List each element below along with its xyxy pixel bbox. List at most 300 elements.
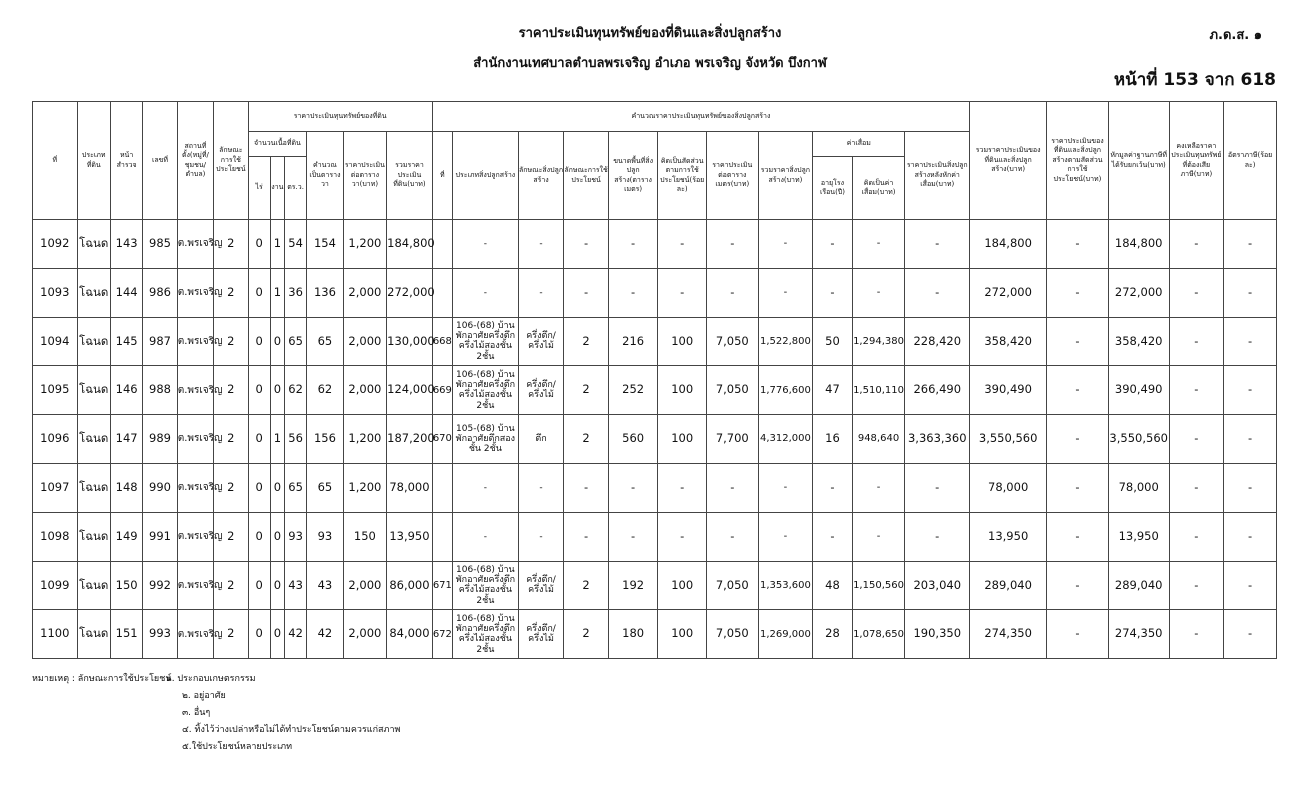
cell-tax-rate: - xyxy=(1224,512,1277,561)
cell-usage: 2 xyxy=(214,512,248,561)
cell-rai: 0 xyxy=(248,220,270,269)
cell-b-size: 560 xyxy=(608,415,658,464)
cell-b-type: - xyxy=(452,220,518,269)
cell-location: ต.พรเจริญ xyxy=(177,415,213,464)
page-number: หน้าที่ 153 จาก 618 xyxy=(1113,70,1276,90)
cell-b-dep: 1,150,560 xyxy=(852,561,905,610)
group-depreciation: ค่าเสื่อม xyxy=(813,132,905,157)
col-location: สถานที่ตั้ง(หมู่ที่/ชุมชน/ตำบล) xyxy=(177,102,213,220)
cell-share-value: - xyxy=(1047,512,1109,561)
cell-b-size: 216 xyxy=(608,317,658,366)
cell-b-no xyxy=(432,220,452,269)
cell-land-total: 86,000 xyxy=(387,561,433,610)
cell-b-type: 106-(68) บ้านพักอาศัยครึ่งตึกครึ่งไม้สองชั้น 2ชั้น xyxy=(452,610,518,659)
cell-b-percent: 100 xyxy=(658,366,707,415)
cell-b-usage: 2 xyxy=(564,610,609,659)
cell-no: 1098 xyxy=(33,512,78,561)
cell-b-age: 48 xyxy=(813,561,852,610)
note-item: ๔. ทิ้งไว้ว่างเปล่าหรือไม่ได้ทำประโยชน์ตามควรแก่สภาพ xyxy=(182,725,401,735)
cell-number: 987 xyxy=(143,317,177,366)
col-building-total: รวมราคาสิ่งปลูกสร้าง(บาท) xyxy=(758,132,813,220)
cell-share-value: - xyxy=(1047,268,1109,317)
col-taxable: คงเหลือราคาประเมินทุนทรัพย์ที่ต้องเสียภาษี(บาท) xyxy=(1169,102,1224,220)
cell-deduction: 184,800 xyxy=(1108,220,1169,269)
cell-number: 989 xyxy=(143,415,177,464)
cell-taxable: - xyxy=(1169,317,1224,366)
cell-b-kind: - xyxy=(518,512,564,561)
cell-tax-rate: - xyxy=(1224,268,1277,317)
col-number: เลขที่ xyxy=(143,102,177,220)
cell-b-kind: - xyxy=(518,268,564,317)
table-row xyxy=(33,317,1277,366)
cell-b-age: - xyxy=(813,512,852,561)
cell-b-after: 203,040 xyxy=(905,561,970,610)
cell-b-size: 180 xyxy=(608,610,658,659)
cell-land-type: โฉนด xyxy=(77,220,110,269)
cell-wah: 36 xyxy=(284,268,306,317)
cell-grand-total: 184,800 xyxy=(970,220,1047,269)
cell-taxable: - xyxy=(1169,561,1224,610)
cell-taxable: - xyxy=(1169,268,1224,317)
cell-grand-total: 274,350 xyxy=(970,610,1047,659)
cell-no: 1093 xyxy=(33,268,78,317)
cell-b-usage: - xyxy=(564,268,609,317)
col-usage: ลักษณะการใช้ประโยชน์ xyxy=(214,102,248,220)
col-wah: ตร.ว. xyxy=(284,157,306,220)
cell-page: 151 xyxy=(110,610,142,659)
cell-land-type: โฉนด xyxy=(77,610,110,659)
cell-b-after: - xyxy=(905,512,970,561)
cell-b-size: - xyxy=(608,463,658,512)
cell-usage: 2 xyxy=(214,610,248,659)
cell-b-size: - xyxy=(608,220,658,269)
cell-b-no: 670 xyxy=(432,415,452,464)
col-deduction: หักมูลค่าฐานภาษีที่ได้รับยกเว้น(บาท) xyxy=(1108,102,1169,220)
cell-grand-total: 358,420 xyxy=(970,317,1047,366)
table-row xyxy=(33,415,1277,464)
cell-taxable: - xyxy=(1169,415,1224,464)
cell-b-kind: ครึ่งตึก/ครึ่งไม้ xyxy=(518,317,564,366)
cell-b-age: 47 xyxy=(813,366,852,415)
col-land-total: รวมราคาประเมินที่ดิน(บาท) xyxy=(387,132,433,220)
note-item: ๑. ประกอบเกษตรกรรม xyxy=(166,674,256,684)
cell-grand-total: 3,550,560 xyxy=(970,415,1047,464)
cell-wah: 65 xyxy=(284,463,306,512)
cell-no: 1094 xyxy=(33,317,78,366)
cell-b-age: - xyxy=(813,463,852,512)
cell-b-dep: 1,510,110 xyxy=(852,366,905,415)
cell-b-usage: 2 xyxy=(564,317,609,366)
cell-deduction: 3,550,560 xyxy=(1108,415,1169,464)
cell-b-no xyxy=(432,512,452,561)
cell-usage: 2 xyxy=(214,415,248,464)
cell-wah: 62 xyxy=(284,366,306,415)
cell-b-percent: - xyxy=(658,268,707,317)
cell-price-per-wah: 2,000 xyxy=(343,610,387,659)
cell-b-type: - xyxy=(452,512,518,561)
cell-grand-total: 13,950 xyxy=(970,512,1047,561)
cell-b-no xyxy=(432,268,452,317)
cell-b-total: - xyxy=(758,463,813,512)
cell-usage: 2 xyxy=(214,317,248,366)
cell-price-per-wah: 1,200 xyxy=(343,463,387,512)
cell-ngan: 0 xyxy=(270,610,284,659)
cell-grand-total: 78,000 xyxy=(970,463,1047,512)
col-building-no: ที่ xyxy=(432,132,452,220)
cell-usage: 2 xyxy=(214,268,248,317)
cell-b-type: - xyxy=(452,463,518,512)
cell-b-after: 266,490 xyxy=(905,366,970,415)
cell-b-kind: ครึ่งตึก/ครึ่งไม้ xyxy=(518,366,564,415)
cell-page: 147 xyxy=(110,415,142,464)
cell-number: 990 xyxy=(143,463,177,512)
cell-b-price-sqm: - xyxy=(706,220,758,269)
cell-wah: 43 xyxy=(284,561,306,610)
cell-land-type: โฉนด xyxy=(77,415,110,464)
cell-b-size: - xyxy=(608,268,658,317)
cell-b-type: 106-(68) บ้านพักอาศัยครึ่งตึกครึ่งไม้สองชั้น 2ชั้น xyxy=(452,561,518,610)
cell-b-percent: - xyxy=(658,512,707,561)
cell-b-price-sqm: 7,700 xyxy=(706,415,758,464)
cell-tax-rate: - xyxy=(1224,220,1277,269)
cell-b-age: 28 xyxy=(813,610,852,659)
col-building-dep: คิดเป็นค่าเสื่อม(บาท) xyxy=(852,157,905,220)
cell-b-dep: - xyxy=(852,220,905,269)
cell-ngan: 1 xyxy=(270,268,284,317)
col-no: ที่ xyxy=(33,102,78,220)
cell-b-no: 672 xyxy=(432,610,452,659)
cell-land-type: โฉนด xyxy=(77,317,110,366)
col-building-price-sqm: ราคาประเมินต่อตารางเมตร(บาท) xyxy=(706,132,758,220)
col-building-percent: คิดเป็นสัดส่วนตามการใช้ประโยชน์(ร้อยละ) xyxy=(658,132,707,220)
table-row xyxy=(33,463,1277,512)
cell-b-price-sqm: - xyxy=(706,463,758,512)
cell-taxable: - xyxy=(1169,463,1224,512)
cell-b-usage: 2 xyxy=(564,415,609,464)
cell-b-size: 252 xyxy=(608,366,658,415)
cell-ngan: 0 xyxy=(270,561,284,610)
form-code: ภ.ด.ส. ๑ xyxy=(1209,28,1262,43)
cell-b-no: 671 xyxy=(432,561,452,610)
cell-b-kind: ตึก xyxy=(518,415,564,464)
cell-b-age: - xyxy=(813,268,852,317)
cell-tax-rate: - xyxy=(1224,463,1277,512)
table-row xyxy=(33,610,1277,659)
cell-b-percent: - xyxy=(658,463,707,512)
cell-share-value: - xyxy=(1047,415,1109,464)
cell-page: 148 xyxy=(110,463,142,512)
cell-land-total: 124,000 xyxy=(387,366,433,415)
col-ngan: งาน xyxy=(270,157,284,220)
col-rai: ไร่ xyxy=(248,157,270,220)
cell-wah: 56 xyxy=(284,415,306,464)
cell-b-type: 105-(68) บ้านพักอาศัยตึกสองชั้น 2ชั้น xyxy=(452,415,518,464)
cell-ngan: 1 xyxy=(270,220,284,269)
cell-no: 1099 xyxy=(33,561,78,610)
cell-share-value: - xyxy=(1047,220,1109,269)
cell-price-per-wah: 150 xyxy=(343,512,387,561)
cell-b-dep: - xyxy=(852,268,905,317)
cell-b-no: 668 xyxy=(432,317,452,366)
cell-b-usage: 2 xyxy=(564,561,609,610)
cell-number: 993 xyxy=(143,610,177,659)
page-title: ราคาประเมินทุนทรัพย์ของที่ดินและสิ่งปลูกสร้าง xyxy=(518,26,782,41)
cell-ngan: 0 xyxy=(270,463,284,512)
cell-usage: 2 xyxy=(214,220,248,269)
cell-b-price-sqm: 7,050 xyxy=(706,317,758,366)
cell-wah: 42 xyxy=(284,610,306,659)
cell-b-age: 50 xyxy=(813,317,852,366)
cell-land-type: โฉนด xyxy=(77,561,110,610)
cell-b-usage: - xyxy=(564,220,609,269)
page-subtitle: สำนักงานเทศบาลตำบลพรเจริญ อำเภอ พรเจริญ จังหวัด บึงกาฬ xyxy=(473,56,827,71)
cell-deduction: 78,000 xyxy=(1108,463,1169,512)
cell-taxable: - xyxy=(1169,610,1224,659)
cell-b-price-sqm: - xyxy=(706,268,758,317)
cell-share-value: - xyxy=(1047,317,1109,366)
cell-deduction: 274,350 xyxy=(1108,610,1169,659)
group-area: จำนวนเนื้อที่ดิน xyxy=(248,132,307,157)
table-body xyxy=(33,220,1277,659)
cell-price-per-wah: 1,200 xyxy=(343,415,387,464)
cell-b-total: 4,312,000 xyxy=(758,415,813,464)
cell-grand-total: 272,000 xyxy=(970,268,1047,317)
cell-location: ต.พรเจริญ xyxy=(177,220,213,269)
col-share-value: ราคาประเมินของที่ดินและสิ่งปลูกสร้างตามสัดส่วนการใช้ประโยชน์(บาท) xyxy=(1047,102,1109,220)
cell-no: 1097 xyxy=(33,463,78,512)
cell-ngan: 0 xyxy=(270,317,284,366)
cell-b-dep: - xyxy=(852,512,905,561)
cell-page: 149 xyxy=(110,512,142,561)
cell-b-after: - xyxy=(905,463,970,512)
cell-calc-wah: 93 xyxy=(307,512,343,561)
cell-wah: 65 xyxy=(284,317,306,366)
cell-calc-wah: 42 xyxy=(307,610,343,659)
cell-land-total: 272,000 xyxy=(387,268,433,317)
cell-price-per-wah: 2,000 xyxy=(343,268,387,317)
cell-tax-rate: - xyxy=(1224,415,1277,464)
cell-b-total: - xyxy=(758,512,813,561)
cell-b-usage: - xyxy=(564,463,609,512)
cell-land-type: โฉนด xyxy=(77,512,110,561)
cell-usage: 2 xyxy=(214,366,248,415)
cell-rai: 0 xyxy=(248,366,270,415)
cell-b-kind: ครึ่งตึก/ครึ่งไม้ xyxy=(518,610,564,659)
cell-b-percent: - xyxy=(658,220,707,269)
group-building: คำนวณราคาประเมินทุนทรัพย์ของสิ่งปลูกสร้าง xyxy=(432,102,969,132)
cell-b-price-sqm: 7,050 xyxy=(706,366,758,415)
cell-deduction: 272,000 xyxy=(1108,268,1169,317)
cell-b-size: 192 xyxy=(608,561,658,610)
cell-b-age: - xyxy=(813,220,852,269)
cell-grand-total: 390,490 xyxy=(970,366,1047,415)
col-building-usage: ลักษณะการใช้ประโยชน์ xyxy=(564,132,609,220)
cell-b-kind: - xyxy=(518,463,564,512)
cell-no: 1100 xyxy=(33,610,78,659)
cell-land-type: โฉนด xyxy=(77,463,110,512)
cell-b-kind: - xyxy=(518,220,564,269)
note-item: ๒. อยู่อาศัย xyxy=(182,691,226,701)
cell-b-usage: - xyxy=(564,512,609,561)
table-row xyxy=(33,561,1277,610)
cell-number: 988 xyxy=(143,366,177,415)
cell-deduction: 13,950 xyxy=(1108,512,1169,561)
cell-page: 145 xyxy=(110,317,142,366)
cell-b-price-sqm: 7,050 xyxy=(706,610,758,659)
cell-share-value: - xyxy=(1047,561,1109,610)
cell-b-dep: 948,640 xyxy=(852,415,905,464)
cell-page: 146 xyxy=(110,366,142,415)
cell-b-percent: 100 xyxy=(658,317,707,366)
cell-location: ต.พรเจริญ xyxy=(177,317,213,366)
cell-b-price-sqm: - xyxy=(706,512,758,561)
note-item: ๕.ใช้ประโยชน์หลายประเภท xyxy=(182,742,293,752)
cell-no: 1095 xyxy=(33,366,78,415)
cell-rai: 0 xyxy=(248,512,270,561)
cell-b-type: 106-(68) บ้านพักอาศัยครึ่งตึกครึ่งไม้สองชั้น 2ชั้น xyxy=(452,366,518,415)
cell-b-dep: 1,294,380 xyxy=(852,317,905,366)
cell-usage: 2 xyxy=(214,463,248,512)
cell-calc-wah: 43 xyxy=(307,561,343,610)
col-grand-total: รวมราคาประเมินของที่ดินและสิ่งปลูกสร้าง(บาท) xyxy=(970,102,1047,220)
cell-b-no: 669 xyxy=(432,366,452,415)
cell-calc-wah: 65 xyxy=(307,317,343,366)
cell-b-total: - xyxy=(758,268,813,317)
cell-b-after: - xyxy=(905,268,970,317)
cell-location: ต.พรเจริญ xyxy=(177,561,213,610)
cell-page: 143 xyxy=(110,220,142,269)
cell-b-usage: 2 xyxy=(564,366,609,415)
cell-price-per-wah: 1,200 xyxy=(343,220,387,269)
cell-number: 986 xyxy=(143,268,177,317)
cell-no: 1096 xyxy=(33,415,78,464)
cell-price-per-wah: 2,000 xyxy=(343,317,387,366)
cell-share-value: - xyxy=(1047,366,1109,415)
cell-taxable: - xyxy=(1169,512,1224,561)
col-page: หน้าสำรวจ xyxy=(110,102,142,220)
cell-page: 144 xyxy=(110,268,142,317)
cell-b-no xyxy=(432,463,452,512)
cell-b-total: 1,776,600 xyxy=(758,366,813,415)
cell-rai: 0 xyxy=(248,561,270,610)
cell-price-per-wah: 2,000 xyxy=(343,561,387,610)
cell-number: 991 xyxy=(143,512,177,561)
cell-rai: 0 xyxy=(248,317,270,366)
col-price-per-wah: ราคาประเมินต่อตารางวา(บาท) xyxy=(343,132,387,220)
col-land-type: ประเภทที่ดิน xyxy=(77,102,110,220)
cell-land-type: โฉนด xyxy=(77,268,110,317)
cell-rai: 0 xyxy=(248,415,270,464)
cell-b-total: 1,353,600 xyxy=(758,561,813,610)
cell-share-value: - xyxy=(1047,463,1109,512)
notes-label: หมายเหตุ : ลักษณะการใช้ประโยชน์ xyxy=(32,674,172,684)
cell-b-kind: ครึ่งตึก/ครึ่งไม้ xyxy=(518,561,564,610)
col-building-type: ประเภทสิ่งปลูกสร้าง xyxy=(452,132,518,220)
cell-deduction: 390,490 xyxy=(1108,366,1169,415)
cell-location: ต.พรเจริญ xyxy=(177,463,213,512)
cell-b-dep: 1,078,650 xyxy=(852,610,905,659)
cell-page: 150 xyxy=(110,561,142,610)
cell-b-percent: 100 xyxy=(658,610,707,659)
cell-location: ต.พรเจริญ xyxy=(177,268,213,317)
cell-no: 1092 xyxy=(33,220,78,269)
cell-usage: 2 xyxy=(214,561,248,610)
col-tax-rate: อัตราภาษี(ร้อยละ) xyxy=(1224,102,1277,220)
table-row xyxy=(33,220,1277,269)
cell-calc-wah: 62 xyxy=(307,366,343,415)
assessment-table xyxy=(32,101,1277,659)
cell-b-total: - xyxy=(758,220,813,269)
cell-b-after: - xyxy=(905,220,970,269)
cell-number: 985 xyxy=(143,220,177,269)
col-building-kind: ลักษณะสิ่งปลูกสร้าง xyxy=(518,132,564,220)
note-item: ๓. อื่นๆ xyxy=(182,708,211,718)
cell-deduction: 358,420 xyxy=(1108,317,1169,366)
cell-rai: 0 xyxy=(248,463,270,512)
cell-wah: 54 xyxy=(284,220,306,269)
cell-tax-rate: - xyxy=(1224,366,1277,415)
col-building-after-dep: ราคาประเมินสิ่งปลูกสร้างหลังหักค่าเสื่อม(บาท) xyxy=(905,132,970,220)
cell-rai: 0 xyxy=(248,268,270,317)
cell-b-age: 16 xyxy=(813,415,852,464)
cell-deduction: 289,040 xyxy=(1108,561,1169,610)
cell-b-total: 1,269,000 xyxy=(758,610,813,659)
cell-location: ต.พรเจริญ xyxy=(177,512,213,561)
cell-ngan: 1 xyxy=(270,415,284,464)
cell-location: ต.พรเจริญ xyxy=(177,610,213,659)
cell-b-dep: - xyxy=(852,463,905,512)
cell-b-total: 1,522,800 xyxy=(758,317,813,366)
cell-land-total: 78,000 xyxy=(387,463,433,512)
cell-b-percent: 100 xyxy=(658,415,707,464)
cell-b-after: 3,363,360 xyxy=(905,415,970,464)
table-row xyxy=(33,366,1277,415)
col-building-size: ขนาดพื้นที่สิ่งปลูกสร้าง(ตารางเมตร) xyxy=(608,132,658,220)
cell-b-type: 106-(68) บ้านพักอาศัยครึ่งตึกครึ่งไม้สองชั้น 2ชั้น xyxy=(452,317,518,366)
cell-ngan: 0 xyxy=(270,512,284,561)
table-row xyxy=(33,268,1277,317)
cell-calc-wah: 65 xyxy=(307,463,343,512)
cell-number: 992 xyxy=(143,561,177,610)
cell-taxable: - xyxy=(1169,220,1224,269)
cell-land-total: 13,950 xyxy=(387,512,433,561)
cell-land-type: โฉนด xyxy=(77,366,110,415)
col-calc-wah: คำนวณเป็นตารางวา xyxy=(307,132,343,220)
cell-b-size: - xyxy=(608,512,658,561)
cell-b-after: 190,350 xyxy=(905,610,970,659)
col-building-age: อายุโรงเรือน(ปี) xyxy=(813,157,852,220)
cell-calc-wah: 136 xyxy=(307,268,343,317)
cell-tax-rate: - xyxy=(1224,610,1277,659)
cell-b-after: 228,420 xyxy=(905,317,970,366)
table-row xyxy=(33,512,1277,561)
cell-price-per-wah: 2,000 xyxy=(343,366,387,415)
cell-land-total: 187,200 xyxy=(387,415,433,464)
cell-land-total: 130,000 xyxy=(387,317,433,366)
cell-share-value: - xyxy=(1047,610,1109,659)
cell-land-total: 84,000 xyxy=(387,610,433,659)
cell-tax-rate: - xyxy=(1224,317,1277,366)
cell-location: ต.พรเจริญ xyxy=(177,366,213,415)
cell-ngan: 0 xyxy=(270,366,284,415)
cell-b-percent: 100 xyxy=(658,561,707,610)
group-land: ราคาประเมินทุนทรัพย์ของที่ดิน xyxy=(248,102,432,132)
cell-grand-total: 289,040 xyxy=(970,561,1047,610)
cell-b-price-sqm: 7,050 xyxy=(706,561,758,610)
cell-taxable: - xyxy=(1169,366,1224,415)
cell-rai: 0 xyxy=(248,610,270,659)
cell-land-total: 184,800 xyxy=(387,220,433,269)
